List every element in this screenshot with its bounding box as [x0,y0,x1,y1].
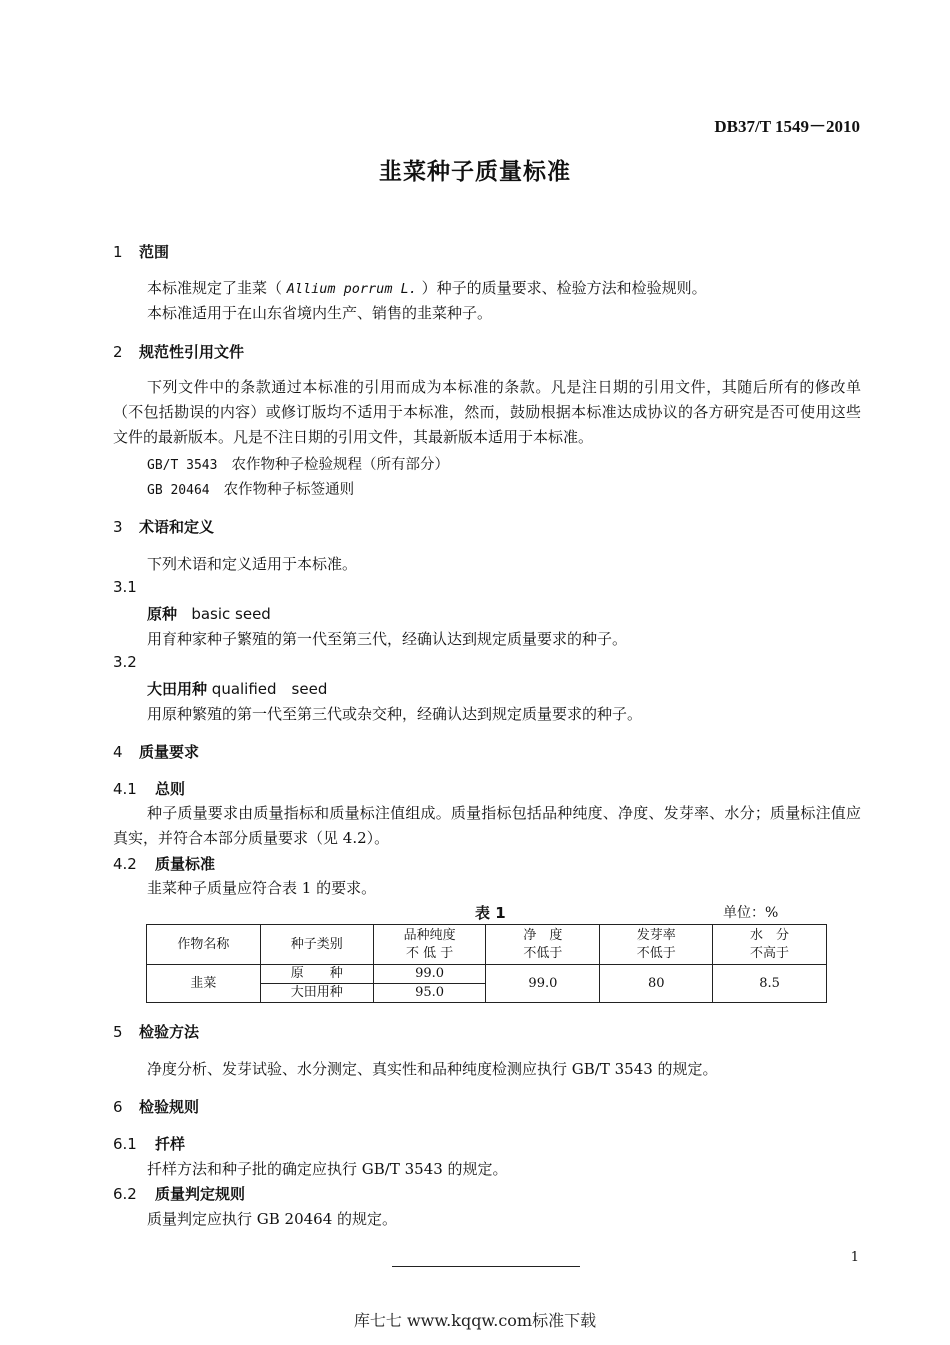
end-rule [392,1266,580,1267]
reference-item: GB 20464 农作物种子标签通则 [147,482,355,498]
table-header-row [147,925,827,965]
latin-name: Allium porrum L. [286,281,417,297]
header-moisture: 水 分 不高于 [713,925,827,965]
table-unit: 单位：% [723,905,779,921]
section-6-2-heading: 6.2 质量判定规则 [113,1185,246,1203]
section-6-1-para: 扦样方法和种子批的确定应执行 GB/T 3543 的规定。 [147,1160,508,1178]
cell-category-basic: 原 种 [260,965,373,984]
cell-purity-qualified: 95.0 [373,984,486,1003]
term-3-1-definition: 用育种家种子繁殖的第一代至第三代，经确认达到规定质量要求的种子。 [147,630,628,648]
cell-germination: 80 [600,965,713,1003]
header-category: 种子类别 [260,925,373,965]
cell-category-qualified: 大田用种 [260,984,373,1003]
section-5-para: 净度分析、发芽试验、水分测定、真实性和品种纯度检测应执行 GB/T 3543 的规定。 [147,1060,718,1078]
section-5-heading: 5 检验方法 [113,1023,200,1041]
term-3-1-number: 3.1 [113,578,137,596]
cell-moisture: 8.5 [713,965,827,1003]
cell-crop: 韭菜 [147,965,261,1003]
section-4-2-para: 韭菜种子质量应符合表 1 的要求。 [147,879,377,897]
document-title: 韭菜种子质量标准 [379,159,571,185]
term-3-2: 大田用种 qualified seed [147,680,328,698]
section-4-2-heading: 4.2 质量标准 [113,855,216,873]
section-3-para-1: 下列术语和定义适用于本标准。 [147,555,358,573]
cell-purity-basic: 99.0 [373,965,486,984]
section-4-1-heading: 4.1 总则 [113,780,186,798]
reference-item: GB/T 3543 农作物种子检验规程（所有部分） [147,457,449,473]
header-crop: 作物名称 [147,925,261,965]
table-row [147,965,827,984]
term-3-2-definition: 用原种繁殖的第一代至第三代或杂交种，经确认达到规定质量要求的种子。 [147,705,643,723]
section-2-para-1: 下列文件中的条款通过本标准的引用而成为本标准的条款。凡是注日期的引用文件，其随后所有的修改单（不包括勘误的内容）或修订版均不适用于本标准，然而，鼓励根据本标准达成协议的各方研究是否可使用这些文件的最新版本。凡是不注日期的引用文件，其最新版本适用于本标准。 [113,378,861,446]
page-number: 1 [850,1250,859,1265]
header-cleanliness: 净 度 不低于 [486,925,600,965]
section-4-1-para: 种子质量要求由质量指标和质量标注值组成。质量指标包括品种纯度、净度、发芽率、水分；质量标注值应真实，并符合本部分质量要求（见 4.2）。 [113,804,861,847]
section-1-para-1: 本标准规定了韭菜（ Allium porrum L. ）种子的质量要求、检验方法和检验规则。 [147,279,707,297]
section-2-heading: 2 规范性引用文件 [113,343,245,361]
term-3-2-number: 3.2 [113,653,137,671]
section-1-heading: 1 范围 [113,243,170,261]
table-caption: 表 1 [475,904,506,922]
section-1-para-2: 本标准适用于在山东省境内生产、销售的韭菜种子。 [147,304,493,322]
cell-cleanliness: 99.0 [486,965,600,1003]
quality-table [146,924,827,1003]
section-4-heading: 4 质量要求 [113,743,200,761]
footer-watermark: 库七七 www.kqqw.com标准下载 [353,1311,597,1330]
header-germination: 发芽率 不低于 [600,925,713,965]
term-3-1: 原种 basic seed [147,605,271,623]
section-6-heading: 6 检验规则 [113,1098,200,1116]
section-6-1-heading: 6.1 扦样 [113,1135,186,1153]
standard-code: DB37/T 1549－2010 [714,117,860,136]
section-6-2-para: 质量判定应执行 GB 20464 的规定。 [147,1210,398,1228]
section-3-heading: 3 术语和定义 [113,518,215,536]
header-purity: 品种纯度 不 低 于 [373,925,486,965]
